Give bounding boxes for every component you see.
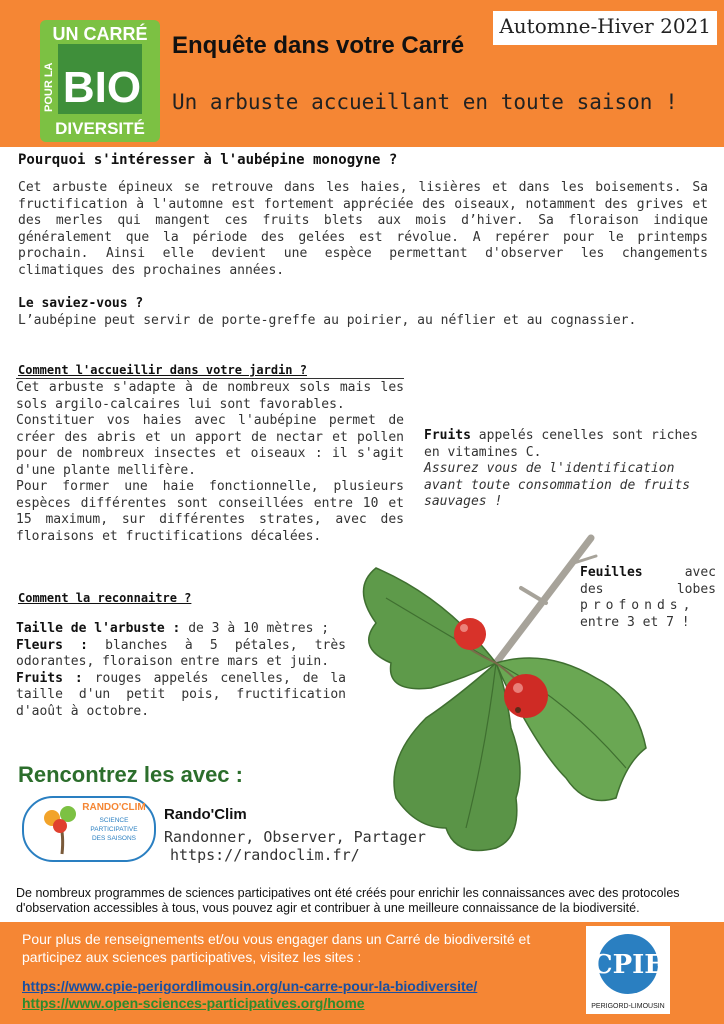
programmes-text: De nombreux programmes de sciences participatives ont été créés pour enrichir les connaissances avec des protocoles d'observation accessibles à tous, vous pouvez agir et contribuer à une meilleure connaissance de la biodiversité. xyxy=(16,886,680,915)
fruits-note-warning: Assurez vous de l'identification avant toute consommation de fruits sauvages ! xyxy=(424,461,691,509)
carre-biodiversite-logo xyxy=(40,20,160,142)
cpie-letters: CPIE xyxy=(591,950,665,980)
feuilles-note: Feuilles avec des lobes profonds, entre 3 et 7 ! xyxy=(580,565,716,630)
logo-word-1: UN CARRÉ xyxy=(52,24,148,44)
randoclim-logo[interactable] xyxy=(22,796,156,862)
berry-1 xyxy=(454,618,486,650)
season-label: Automne-Hiver 2021 xyxy=(492,10,718,46)
accueillir-text xyxy=(16,380,404,545)
fruits-note-label: Fruits xyxy=(424,428,471,443)
feuilles-note-text1: avec xyxy=(684,565,716,580)
fruits-note-text: appelés cenelles sont riches en vitamines C. xyxy=(424,428,698,460)
feuilles-note-label: Feuilles xyxy=(580,565,643,580)
logo-word-3: BIO xyxy=(62,63,142,112)
intro-heading: Pourquoi s'intéresser à l'aubépine monogyne ? xyxy=(18,152,398,168)
saviez-heading: Le saviez-vous ? xyxy=(18,296,144,311)
logo-word-2: POUR LA xyxy=(43,62,55,112)
leaf-bottom xyxy=(394,663,520,851)
randoclim-logo-title: RANDO'CLIM xyxy=(82,802,146,813)
footer-text: Pour plus de renseignements et/ou vous engager dans un Carré de biodiversité et participez aux sciences participatives, visitez les sites : xyxy=(22,931,531,965)
accueillir-rule xyxy=(16,378,404,379)
randoclim-link[interactable]: https://randoclim.fr/ xyxy=(170,846,360,864)
randoclim-name: Rando'Clim xyxy=(164,806,247,823)
reconnaitre-item-fruits: Fruits : rouges appelés cenelles, de la taille d'un petit pois, fructification d'août à octobre. xyxy=(16,670,346,719)
accueillir-p3: Pour former une haie fonctionnelle, plusieurs espèces différentes sont conseillées entre 10 et 15 maximum, sur différentes strates, avec des floraisons et fructifications décalées. xyxy=(16,479,404,544)
svg-text:SCIENCE: SCIENCE xyxy=(99,817,129,824)
accueillir-heading: Comment l'accueillir dans votre jardin ? xyxy=(18,363,307,377)
cpie-link[interactable]: https://www.cpie-perigordlimousin.org/un-carre-pour-la-biodiversite/ xyxy=(22,978,478,994)
reconnaitre-heading: Comment la reconnaitre ? xyxy=(18,591,192,605)
accueillir-p1: Cet arbuste s'adapte à de nombreux sols mais les sols argilo-calcaires lui sont favorables. xyxy=(16,380,404,412)
saviez-text: L’aubépine peut servir de porte-greffe au poirier, au néflier et au cognassier. xyxy=(18,313,637,328)
logo-word-4: DIVERSITÉ xyxy=(55,119,145,138)
page-title: Enquête dans votre Carré xyxy=(172,32,465,59)
page-subtitle: Un arbuste accueillant en toute saison ! xyxy=(172,90,678,114)
fruits-note xyxy=(424,428,708,511)
reconnaitre-item-fleurs: Fleurs : blanches à 5 pétales, très odorantes, floraison entre mars et juin. xyxy=(16,637,346,669)
cpie-sub: PERIGORD-LIMOUSIN xyxy=(591,1003,665,1010)
open-sciences-link[interactable]: https://www.open-sciences-participatives.org/home xyxy=(22,995,365,1011)
feuilles-note-text3: entre 3 et 7 ! xyxy=(580,614,690,630)
randoclim-tagline: Randonner, Observer, Partager xyxy=(164,828,426,846)
intro-text: Cet arbuste épineux se retrouve dans les haies, lisières et dans les boisements. Sa fructification à l'automne est fortement appréciée des oiseaux, notamment des grives et des merles qui mangent ces fruits blets aux mois d’hiver. Sa floraison indique généralement que la période des gelées est révolue. A repérer pour le printemps prochain. Ainsi elle devient une espèce permettant d'observer les changements climatiques des prochaines années. xyxy=(18,180,708,278)
berry-2 xyxy=(504,674,548,718)
accueillir-p2: Constituer vos haies avec l'aubépine permet de créer des abris et un apport de nectar et pollen pour de nombreux insectes et oiseaux : il s'agit d'une plante mellifère. xyxy=(16,413,404,478)
feuilles-note-text2: profonds, xyxy=(580,598,696,613)
reconnaitre-item-taille: Taille de l'arbuste : de 3 à 10 mètres ; xyxy=(16,621,330,636)
rencontrez-heading: Rencontrez les avec : xyxy=(18,762,243,787)
cpie-logo[interactable] xyxy=(586,926,670,1014)
reconnaitre-list xyxy=(16,621,346,720)
svg-text:PARTICIPATIVE: PARTICIPATIVE xyxy=(90,826,138,833)
svg-text:DES SAISONS: DES SAISONS xyxy=(91,835,137,842)
